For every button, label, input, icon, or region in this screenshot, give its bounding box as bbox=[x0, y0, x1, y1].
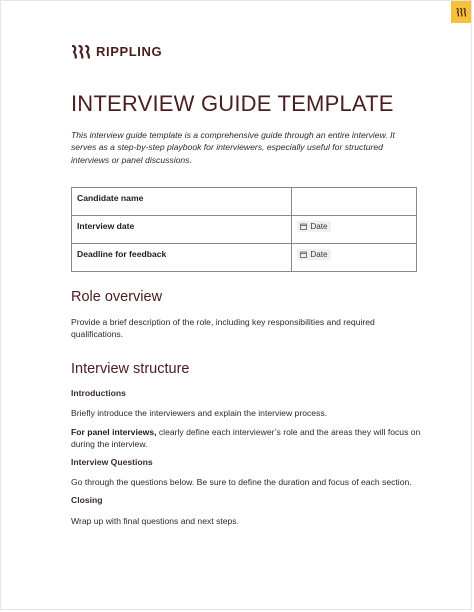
interview-structure-heading: Interview structure bbox=[71, 361, 190, 377]
interview-questions-text: Go through the questions below. Be sure to define the duration and focus of each section. bbox=[71, 477, 412, 487]
candidate-name-label: Candidate name bbox=[72, 188, 292, 216]
date-chip-label: Date bbox=[310, 250, 328, 259]
feedback-deadline-field[interactable] bbox=[292, 244, 417, 272]
rippling-logo-icon bbox=[71, 45, 90, 59]
interview-date-field[interactable] bbox=[292, 216, 417, 244]
introductions-text: Briefly introduce the interviewers and explain the interview process. bbox=[71, 408, 328, 418]
panel-interviews-text bbox=[71, 426, 421, 451]
calendar-icon bbox=[300, 251, 307, 258]
info-table bbox=[71, 187, 417, 272]
table-row bbox=[72, 244, 417, 272]
interview-date-label: Interview date bbox=[72, 216, 292, 244]
closing-text: Wrap up with final questions and next steps. bbox=[71, 516, 239, 526]
role-overview-heading: Role overview bbox=[71, 289, 163, 305]
interview-questions-heading: Interview Questions bbox=[71, 457, 153, 467]
role-overview-text: Provide a brief description of the role, including key responsibilities and required qualifications. bbox=[71, 317, 375, 340]
intro-text: This interview guide template is a comprehensive guide through an entire interview. It serves as a step-by-step playbook for interviewers, especially useful for structured interviews or panel discussions. bbox=[71, 130, 395, 165]
date-chip[interactable] bbox=[297, 249, 330, 260]
brand-name: RIPPLING bbox=[96, 44, 163, 59]
feedback-deadline-label: Deadline for feedback bbox=[72, 244, 292, 272]
closing-heading: Closing bbox=[71, 495, 103, 505]
introductions-heading: Introductions bbox=[71, 388, 126, 398]
rippling-logo bbox=[71, 44, 162, 59]
page-title: INTERVIEW GUIDE TEMPLATE bbox=[71, 91, 394, 116]
panel-interviews-rest: clearly define each interviewer’s role and the areas they will focus on during the interview. bbox=[71, 427, 421, 450]
table-row bbox=[72, 216, 417, 244]
candidate-name-field[interactable] bbox=[292, 188, 417, 216]
date-chip[interactable] bbox=[297, 221, 330, 232]
date-chip-label: Date bbox=[310, 222, 328, 231]
panel-interviews-bold: For panel interviews, bbox=[71, 427, 157, 437]
rippling-badge-icon bbox=[451, 1, 471, 23]
calendar-icon bbox=[300, 223, 307, 230]
table-row bbox=[72, 188, 417, 216]
